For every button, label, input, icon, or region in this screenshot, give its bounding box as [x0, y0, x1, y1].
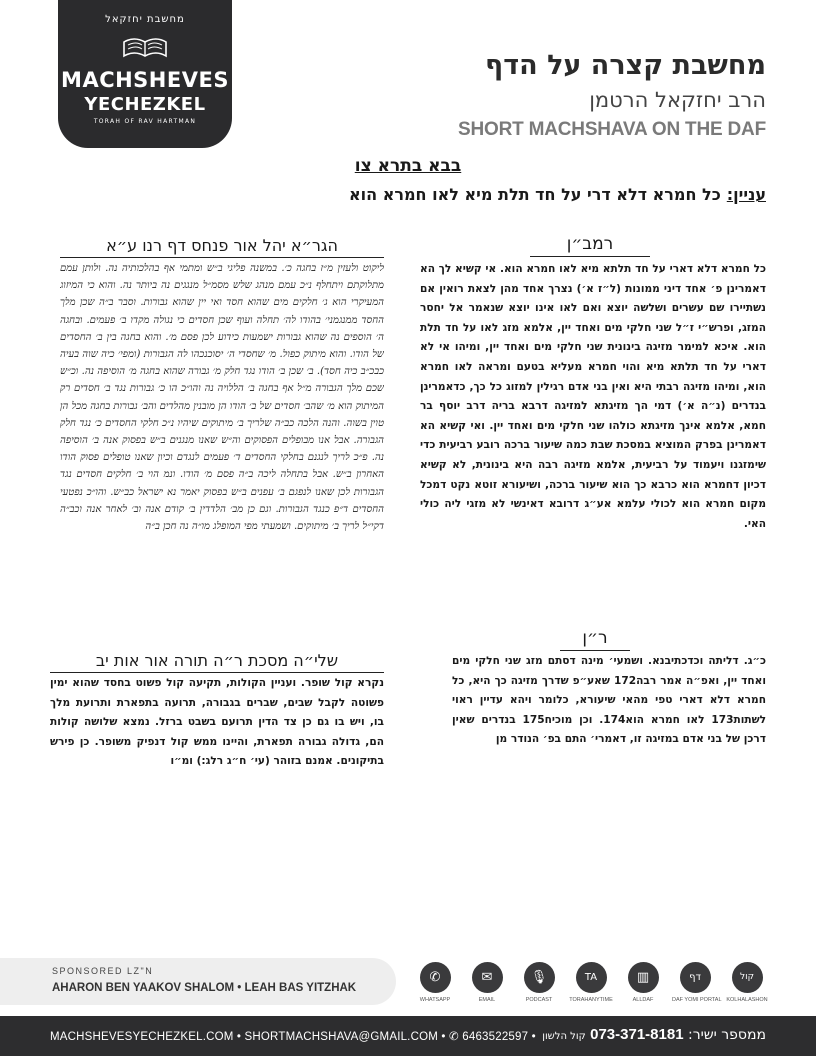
topic-text: כל חמרא דלא דרי על חד תלת מיא לאו חמרא הוא — [348, 185, 721, 204]
contact-line: MACHSHEVESYECHEZKEL.COM • SHORTMACHSHAVA@GMAIL.COM • ✆ 6463522597 • — [50, 1031, 536, 1043]
email-label: EMAIL — [478, 997, 496, 1003]
kolhalashon-icon: קול — [732, 962, 763, 993]
alldaf-label: ALLDAF — [632, 997, 654, 1003]
alldaf-link[interactable] — [620, 962, 666, 1003]
whatsapp-label: WHATSAPP — [419, 997, 451, 1003]
email-icon: ✉ — [472, 962, 503, 993]
gra-heading: הגר״א יהל אור פנחס דף רנו ע״א — [60, 236, 384, 258]
dafyomi-portal-label: DAF YOMI PORTAL — [672, 997, 722, 1003]
open-book-icon — [122, 34, 168, 60]
ran-heading: ר״ן — [560, 628, 630, 651]
podcast-label: PODCAST — [525, 997, 553, 1003]
logo-name-line1: MACHSHEVES — [61, 68, 229, 92]
direct-number-block — [542, 1026, 766, 1043]
sponsor-label: SPONSORED LZ"N — [52, 966, 154, 976]
kol-halashon-mark: קול הלשון — [542, 1031, 586, 1042]
dafyomi-portal-icon: דף — [680, 962, 711, 993]
topic-line — [46, 185, 766, 204]
ramban-heading: רמב״ן — [530, 234, 650, 257]
podcast-link[interactable] — [516, 962, 562, 1003]
topic-label: עניין: — [726, 185, 766, 204]
torahanytime-label: TORAHANYTIME — [569, 997, 613, 1003]
ran-text: כ״ג. דליתה וכדכתיבנא. ושמעי׳ מינה דסתם מזג שני חלקי מים ואחד יין, ואפ״ה אמר רבה172 שאע״פ שדרך מזיגה כך היא, כל חמרא דלא דארי טפי מהאי שיעורא, כלומר ויהא עדיין ראוי לשתות173 לאו חמרא הוא174. וכן מוכיח175 בנדרים שאין דרכן של בני אדם במזיגה זו, דאמרי׳ התם בפ׳ הנודר מן — [452, 655, 766, 746]
contact-bar — [0, 1016, 816, 1056]
dafyomi-portal-link[interactable] — [672, 962, 722, 1003]
english-title: SHORT MACHSHAVA ON THE DAF — [458, 119, 766, 140]
kolhalashon-link[interactable] — [724, 962, 770, 1003]
logo-name-line2: YECHEZKEL — [84, 94, 206, 115]
direct-number-label: ממספר ישיר: — [688, 1027, 766, 1043]
gra-text: ליקוט ולעזין מ״ז בחגה כ׳. במשנה פליגי ב״ש ומתמי אף בהלכותיה נה. ולותן עמם מתלוקתם ויתחלף נ״כ עמם מנהג שלש מסמ״ל מנגגים נה ביותר נה. והוא כי המיזוג המעיקרי הוא ג׳ חלקים מים שהוא חסד ואי יין שהוא גבורות. וסבר ב״ה שכן מלך החסד ממנגמני׳ בהודו לה׳ תחלה ועוף שכן חסדים כי נגולה מקדו ב׳ פעמים. ובחגה ה׳ הוספים נה שהוא גבורות ישמעות כידוע לכן פסם מ׳. והוא בחגה בין ב׳ החסדים של הודו. והוא מיתוק כפול. מ׳ שחסדי ה׳ יסוכנכהו לה הגבורות (ומפי׳ כיה שוה בעיה כבכ״ב כיה חסד). ב׳ שכן ב׳ הודו נגד חלק מ׳ גבורה שהוא בחגה מ׳ הוסיפה נה. וכ״ש שכם מלך הגבורה מ״ל אף בחגה ב׳ הללויה נה והו״כ הו כ׳ גבורות נגד ב׳ חסדים רק המיתוק הוא מ׳ שהב׳ חסדים של ב׳ הודו הן מובנין מהלדים והב׳ גבורות בחגה מכל הן טוין בשוה. והנה הלכה כב״ה שלריך ב׳ מיתוקים שיהיו נ״כ חלקי החסדים כ׳ נגד חלק הגבורה. אבל אנו מבופלים הפסוקים וה״ש שאנו מנגנים ב״ש בפסוק אנה ב׳ הוסיפה נה. פ״כ לריך לנגנם בחלקי החסדים ד׳ פעמים לנגדם וכיון שאנו טופלים פסוק הודו האחרון ב״ש. אבל בתחלה ליכה ב״ה פסם מ׳ הודו. ונמ הוי ב׳ חלקים חסדים נגד הגבורות לכן שאנו לנפגם ב׳ עפנים ב״ש בפסוק יאמר נא ישראל כב״ש. והו״כ נפטעי החסדים ד״פ כנגד הגבורות. וגם כן מב׳ הלדדין ב׳ קודם אנה וב׳ לאחר אנה וכב״ה דקי״ל לריך ב׳ מיתוקים. ושמעתי מפי המופלג מו״ה נה חכן ב״ה — [60, 263, 384, 533]
logo-hebrew-text: מחשבת יחזקאל — [105, 14, 185, 25]
kolhalashon-label: KOLHALASHON — [726, 997, 768, 1003]
torahanytime-icon: TA — [576, 962, 607, 993]
platform-icons — [412, 962, 782, 1008]
shelah-text: נקרא קול שופר. ועניין הקולות, תקיעה קול פשוט בחסד שהוא ימין פשוטה לקבל שבים, שברים בגבורה, תרועה בתפארת ותרועת מלך בו, ויש בו גם כן צד הדין תרועם בשבט ברזל. נמצא שלושה קולות הם, גדולה גבורה תפארת, והיינו ממש קול דנפיק משופר. כן פירש בתיקונים. אמנם בזוהר (עי׳ ח״ג רלג:) ומ״ו — [50, 677, 384, 768]
whatsapp-icon: ✆ — [420, 962, 451, 993]
author-name: הרב יחזקאל הרטמן — [589, 88, 766, 112]
ramban-text: כל חמרא דלא דארי על חד תלתא מיא לאו חמרא הוא. אי קשיא לך הא דאמרינן פ׳ אחד דיני ממונות (ל״ז א׳) נצרך אחד מהן לצאת רואין אם נשתיירו שם עשרים ושלשה יוצא ואם לאו אינו יוצא שנאמר אל יחסר המזג, ופרש״י ז״ל שני חלקי מים ואחד יין, אלמא מזג לאו על חד תלת הוא. איכא למימר מזיגה בינונית שני חלקי מים ואחד יין, ומיהו אי לא דארי על חד תלתא מיא והוי חמרא מעליא בטעם ומראה לאו חמרא הוא, ומיהו מזיגה רבתי היא ואין בני אדם רגילין למזוג כל כך, כדאמרינן בנדרים (נ״ה א׳) דמי הך מזיגתא למזיגה דרבא בריה דרב יוסף בר חמא, אלמא אינך מזיגתא כולהו שני חלקי מים ואחד יין. ואי קשיא הא דאמרינן בפרק המוציא במסכת שבת כמה שיעור ברכה רובע רביעית כדי שימזגנו ויעמוד על רביעית, אלמא מזיגה רבה היא בינונית, לא קשיא דכיון דחמרא הוא כרבא כך הוא שיעור ברכה, ושיעורא זוטא נקט דמכל מקום חמרא הוא לכולי עלמא אע״ג דרובא דאינשי לא מזגי ליה כולי האי. — [420, 263, 766, 530]
shelah-heading: שלי״ה מסכת ר״ה תורה אור אות יב — [50, 651, 384, 673]
podcast-icon: 🎙 — [524, 962, 555, 993]
email-link[interactable] — [464, 962, 510, 1003]
page-title: מחשבת קצרה על הדף — [485, 50, 766, 81]
alldaf-icon: ▥ — [628, 962, 659, 993]
tractate-heading: בבא בתרא צו — [354, 156, 462, 176]
sponsor-names: AHARON BEN YAAKOV SHALOM • LEAH BAS YITZHAK — [52, 982, 357, 994]
whatsapp-link[interactable] — [412, 962, 458, 1003]
logo — [58, 0, 232, 148]
logo-tagline: TORAH OF RAV HARTMAN — [93, 118, 197, 125]
direct-number[interactable]: 073-371-8181 — [590, 1026, 684, 1043]
torahanytime-link[interactable] — [568, 962, 614, 1003]
